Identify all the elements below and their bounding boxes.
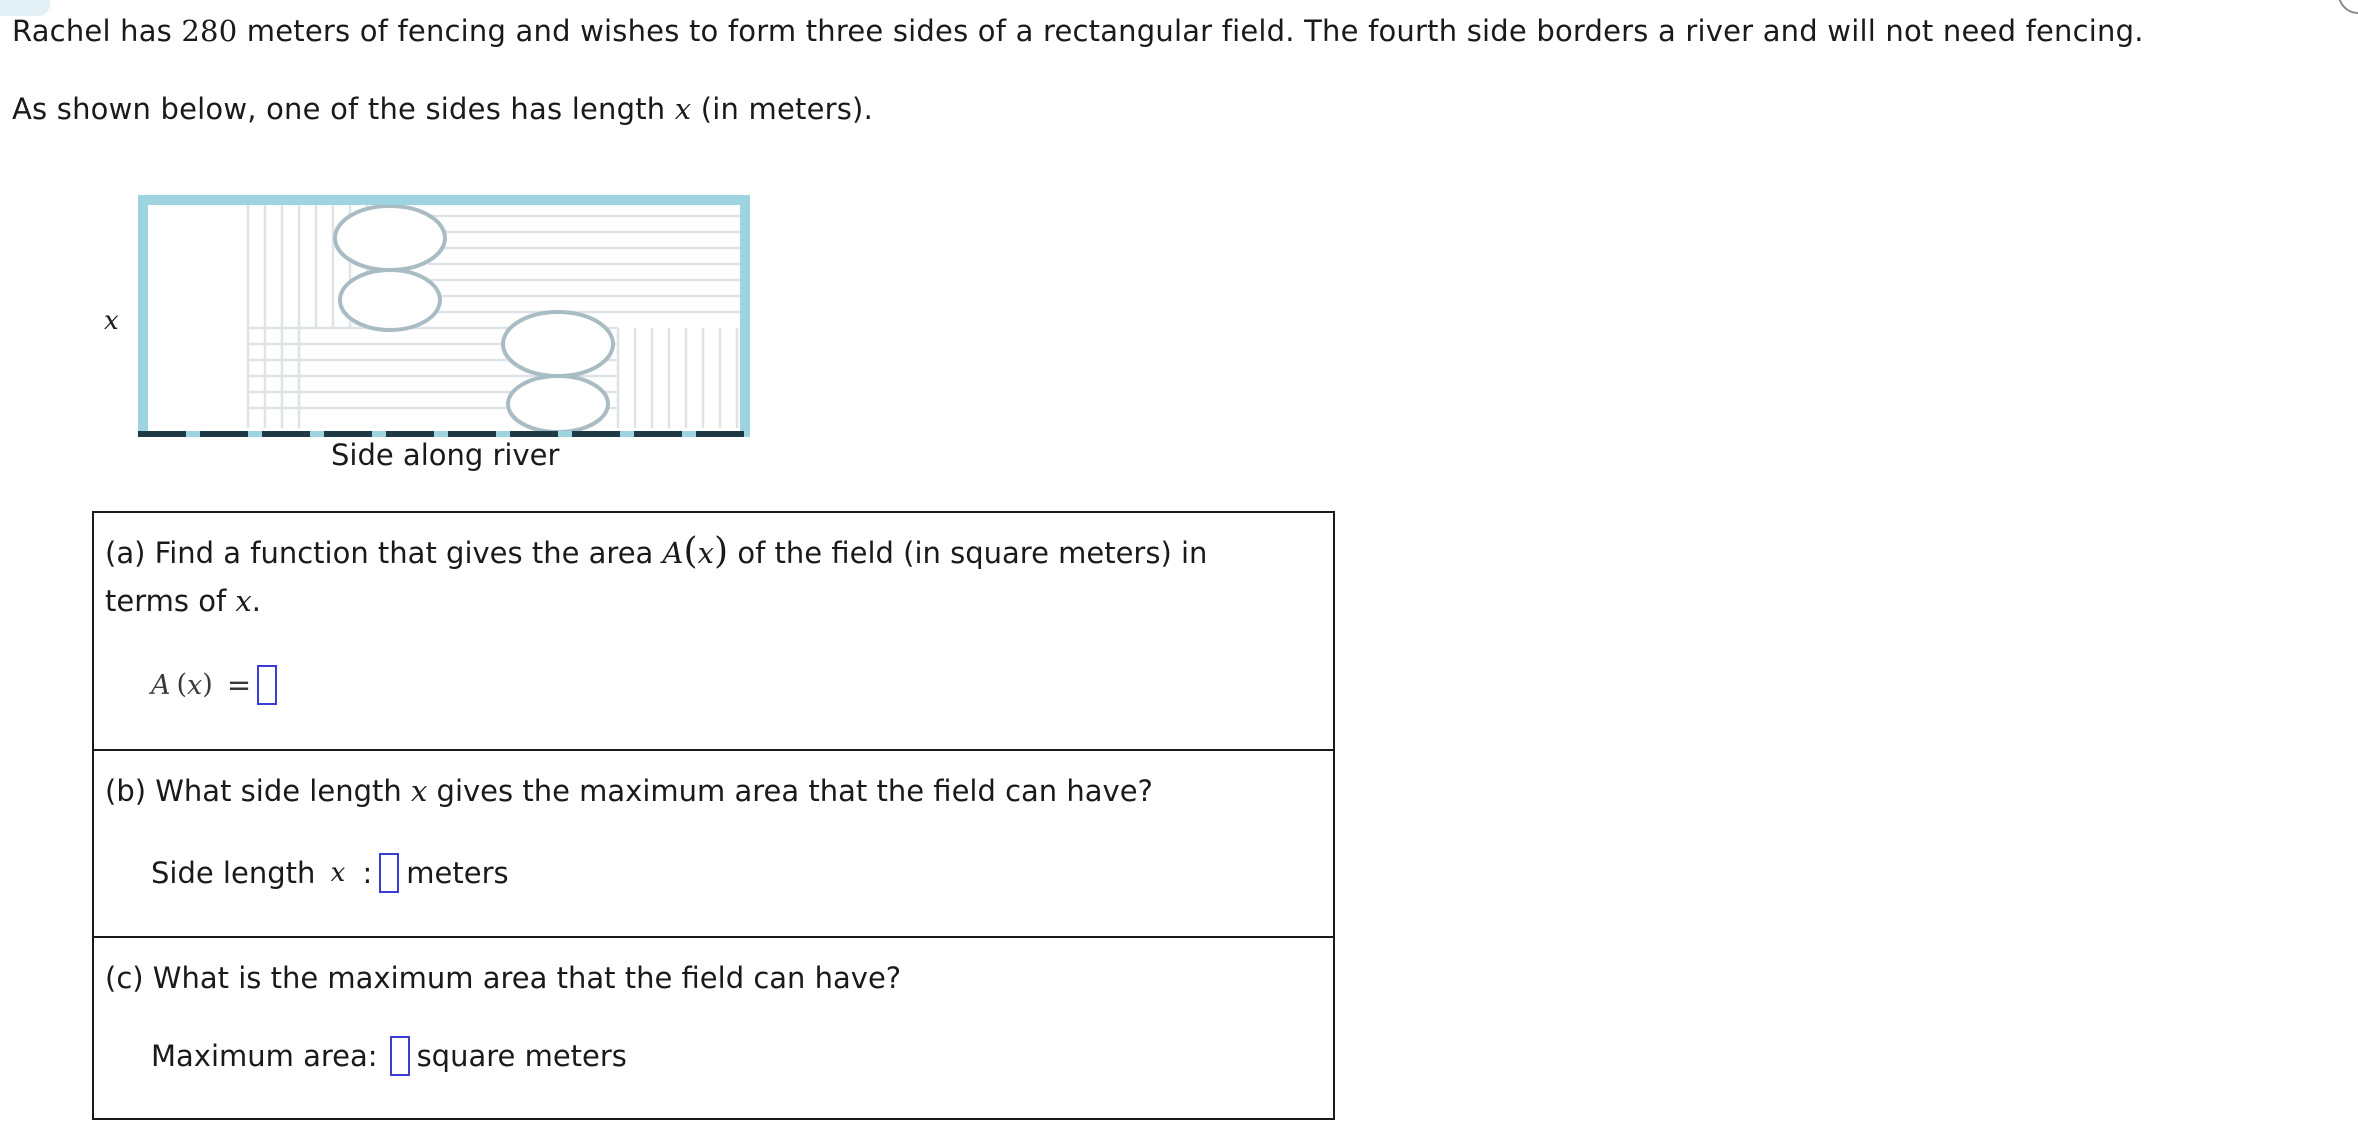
answer-input-a[interactable] bbox=[257, 665, 277, 705]
answer-function-name: A bbox=[151, 669, 171, 701]
variable-x: x bbox=[410, 774, 428, 808]
problem-statement-line-2 bbox=[12, 92, 873, 126]
question-b-text bbox=[105, 767, 1153, 815]
variable-x: x bbox=[697, 536, 714, 570]
answer-input-b[interactable] bbox=[379, 853, 399, 893]
problem-text: As shown below, one of the sides has length bbox=[12, 92, 675, 126]
variable-x: x bbox=[674, 92, 692, 126]
paren-close: ) bbox=[714, 529, 729, 572]
question-text: terms of bbox=[105, 584, 236, 618]
answer-label: Maximum area: bbox=[151, 1039, 378, 1073]
answer-input-c[interactable] bbox=[390, 1036, 410, 1076]
question-c-text: (c) What is the maximum area that the field can have? bbox=[105, 961, 902, 995]
question-text: (a) Find a function that gives the area bbox=[105, 536, 663, 570]
answer-colon: : bbox=[353, 856, 373, 890]
question-part-c bbox=[94, 938, 1333, 1118]
question-text: gives the maximum area that the field can have? bbox=[427, 774, 1153, 808]
question-part-b bbox=[94, 751, 1333, 938]
question-box bbox=[92, 511, 1335, 1120]
answer-row-b bbox=[151, 853, 509, 893]
question-a-text bbox=[105, 529, 1207, 625]
problem-text: meters of fencing and wishes to form three sides of a rectangular field. The fourth side borders a river and will not need fencing. bbox=[237, 14, 2144, 48]
problem-text: Rachel has bbox=[12, 14, 182, 48]
question-text: (b) What side length bbox=[105, 774, 411, 808]
answer-label: Side length bbox=[151, 856, 325, 890]
figure-side-label: x bbox=[104, 306, 119, 336]
field-figure bbox=[88, 188, 768, 478]
field-diagram bbox=[88, 188, 768, 478]
answer-variable-x: x bbox=[330, 858, 346, 888]
answer-row-a: A ( x ) = bbox=[151, 665, 284, 705]
equals-sign: = bbox=[226, 668, 252, 702]
function-name: A bbox=[662, 536, 684, 570]
field-hatching bbox=[248, 204, 740, 428]
answer-unit: square meters bbox=[416, 1039, 627, 1073]
answer-unit: meters bbox=[406, 856, 509, 890]
problem-text: (in meters). bbox=[691, 92, 873, 126]
problem-statement-line-1 bbox=[12, 14, 2144, 48]
fence-length-value: 280 bbox=[181, 14, 238, 48]
question-text: . bbox=[251, 584, 261, 618]
question-part-a bbox=[94, 513, 1333, 751]
figure-river-label: Side along river bbox=[331, 438, 560, 472]
corner-circle-icon[interactable] bbox=[2338, 0, 2358, 14]
answer-variable-x: x bbox=[187, 669, 203, 701]
question-text: of the field (in square meters) in bbox=[728, 536, 1208, 570]
variable-x: x bbox=[235, 584, 252, 618]
answer-row-c bbox=[151, 1036, 627, 1076]
paren-open: ( bbox=[683, 529, 698, 572]
bush-icon bbox=[501, 312, 613, 434]
